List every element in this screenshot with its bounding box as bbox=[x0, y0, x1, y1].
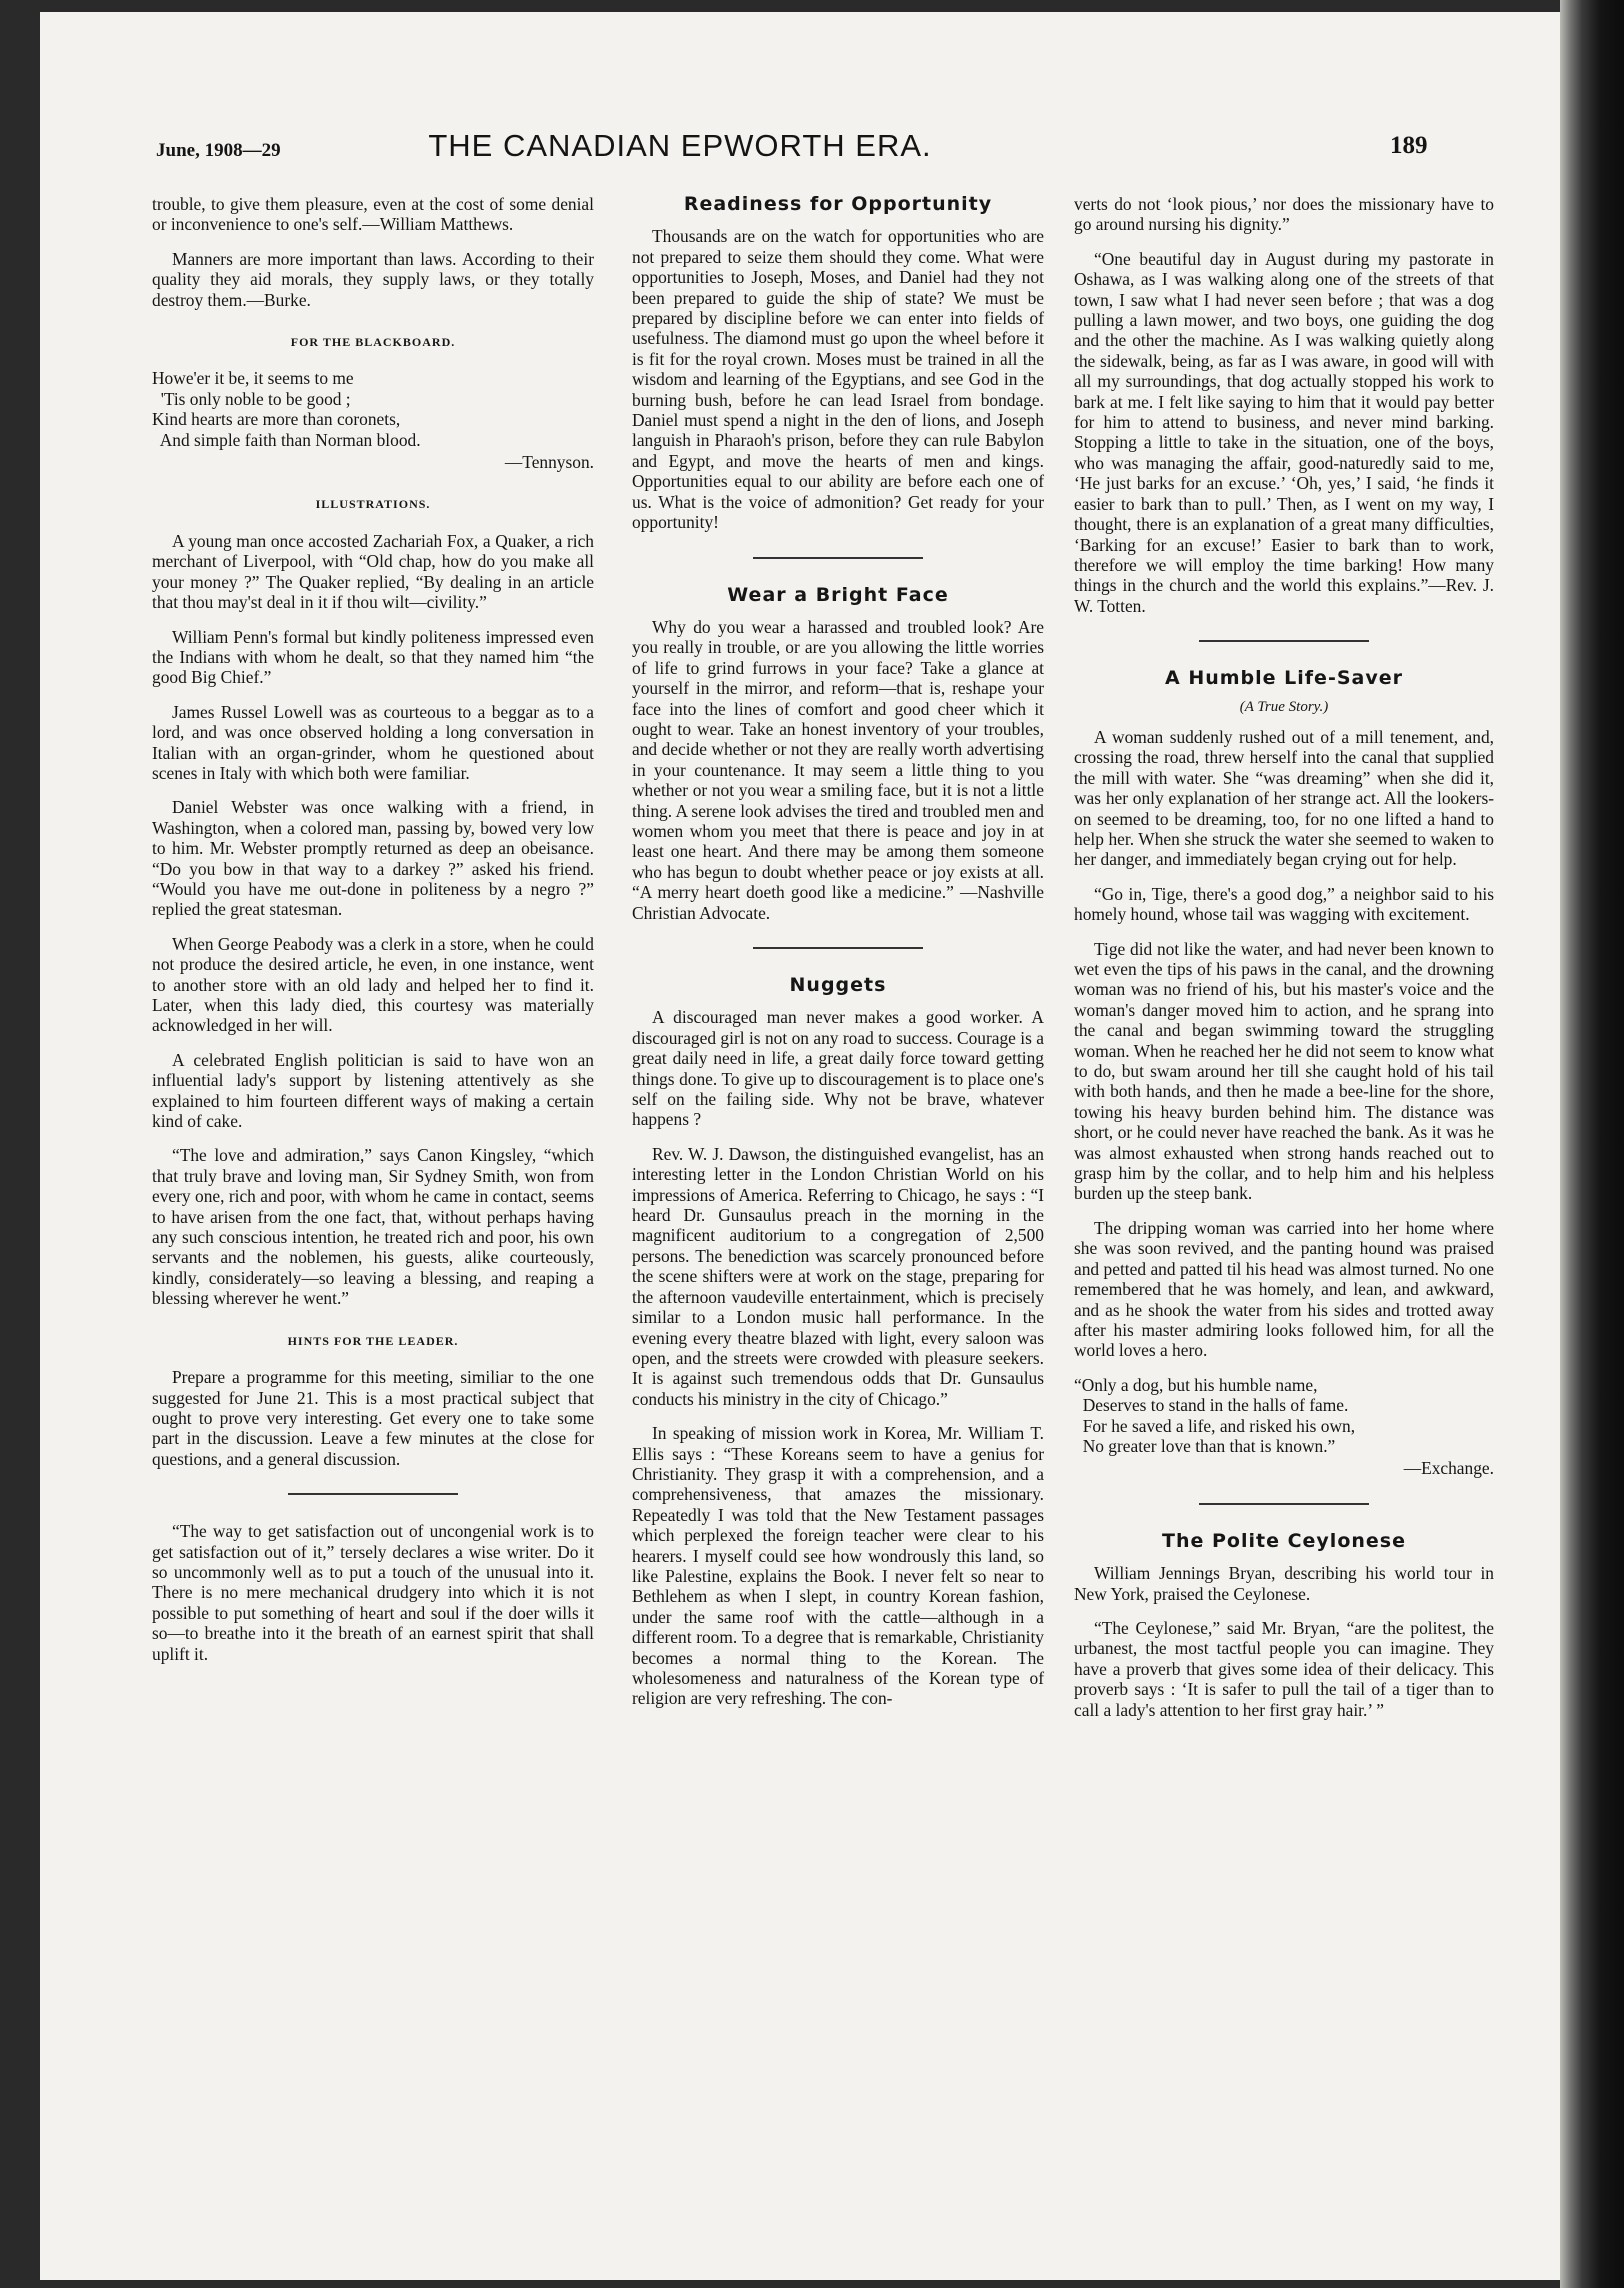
article-subtitle: (A True Story.) bbox=[1239, 698, 1329, 715]
paragraph: trouble, to give them pleasure, even at the cost of some denial or inconvenience to one's self.—William Matthews. bbox=[152, 194, 594, 235]
paragraph: Manners are more important than laws. According to their quality they aid morals, they supply laws, or they totally destroy them.—Burke. bbox=[152, 248, 594, 310]
paragraph: “The Ceylonese,” said Mr. Bryan, “are the politest, the urbanest, the most tactful people you can imagine. They have a proverb that gives some idea of their delicacy. This proverb says : ‘It is safer to pull the tail of a tiger than to call a lady's attention to her first gray hair.’ ” bbox=[1074, 1617, 1494, 1720]
poem-line: Kind hearts are more than coronets, bbox=[152, 409, 401, 430]
paragraph: William Jennings Bryan, describing his world tour in New York, praised the Ceylonese. bbox=[1074, 1563, 1494, 1604]
poem-line: And simple faith than Norman blood. bbox=[152, 429, 421, 450]
column-middle bbox=[632, 194, 1044, 1723]
divider-rule bbox=[1199, 1503, 1369, 1505]
paragraph: verts do not ‘look pious,’ nor does the missionary have to go around nursing his dignity.” bbox=[1074, 194, 1494, 235]
poem-line: No greater love than that is known.” bbox=[1074, 1435, 1336, 1456]
section-subheading: ILLUSTRATIONS. bbox=[315, 497, 431, 512]
poem bbox=[152, 368, 594, 472]
divider-rule bbox=[288, 1493, 458, 1495]
poem-line: Howe'er it be, it seems to me bbox=[152, 368, 354, 389]
paragraph: Rev. W. J. Dawson, the distinguished evangelist, has an interesting letter in the London Christian World on his impressions of America. Referring to Chicago, he says : “I heard Dr. Gunsaulus preach in the morning in the magnificent auditorium to a congregation of 2,500 persons. The benediction was scarcely pronounced before the scene shifters were at work on the stage, preparing for the afternoon vaudeville entertainment, which is precisely similar to a London music hall performance. In the evening every theatre blazed with light, every saloon was open, and the streets were crowded with pleasure seekers. It is against such tremendous odds that Dr. Gunsaulus conducts his ministry in the city of Chicago.” bbox=[632, 1143, 1044, 1409]
poem-attribution: —Exchange. bbox=[1403, 1458, 1494, 1479]
section-subheading: FOR THE BLACKBOARD. bbox=[290, 335, 456, 350]
issue-date: June, 1908—29 bbox=[156, 140, 281, 161]
poem bbox=[1074, 1375, 1494, 1479]
paragraph: The dripping woman was carried into her home where she was soon revived, and the panting hound was praised and petted and patted til his head was almost turned. No one remembered that he was homely, and lean, and awkward, and as he shook the water from his sides and trotted away after his master admiring looks followed him, for all the world loves a hero. bbox=[1074, 1217, 1494, 1361]
column-right bbox=[1074, 194, 1494, 1734]
divider-rule bbox=[753, 557, 923, 559]
page-number: 189 bbox=[1390, 132, 1428, 159]
paragraph: Daniel Webster was once walking with a friend, in Washington, when a colored man, passing by, bowed very low to him. Mr. Webster promptly returned as deep an obeisance. “Do you bow in that way to a darkey ?” asked his friend. “Would you have me out-done in politeness by a negro ?” replied the great statesman. bbox=[152, 797, 594, 920]
article-title: A Humble Life-Saver bbox=[1165, 667, 1403, 690]
article-title: The Polite Ceylonese bbox=[1162, 1529, 1406, 1552]
paragraph: A woman suddenly rushed out of a mill tenement, and, crossing the road, threw herself into the canal that supplied the mill with water. She “was dreaming” when she did it, was her only explanation of her strange act. All the lookers-on seemed to be dreaming, too, for no one lifted a hand to help her. When she struck the water she seemed to waken to her danger, and immediately began crying out for help. bbox=[1074, 726, 1494, 870]
page bbox=[40, 12, 1560, 2280]
paragraph: Why do you wear a harassed and troubled look? Are you really in trouble, or are you allowing the little worries of life to grind furrows in your face? Take a glance at yourself in the mirror, and reform—that is, reshape your face into the lines of comfort and good cheer which it ought to wear. Take an honest inventory of your troubles, and decide whether or not they are really worth advertising in your countenance. It may seem a little thing to you whether or not you wear a smiling face, but it is not a little thing. A serene look advises the tired and troubled men and women whom you meet that there is peace and joy in at least one heart. And there may be among them someone who has begun to doubt whether peace or joy exists at all. “A merry heart doeth good like a medicine.” —Nashville Christian Advocate. bbox=[632, 616, 1044, 923]
paragraph: A celebrated English politician is said to have won an influential lady's support by listening attentively as she explained to him fourteen different ways of making a certain kind of cake. bbox=[152, 1049, 594, 1132]
paragraph: Tige did not like the water, and had never been known to wet even the tips of his paws in the canal, and the drowning woman was no friend of his, but his master's voice and the woman's danger moved him to action, and he sprang into the canal and began swimming toward the struggling woman. When he reached her he did not seem to know what to do, but swam around her till she caught hold of his tail with both hands, and then he made a bee-line for the shore, towing his heavy burden behind him. The distance was short, or he could never have reached the bank. As it was he was almost exhausted when strong hands reached out to grasp him by the collar, and to help him and his helpless burden up the steep bank. bbox=[1074, 938, 1494, 1204]
paragraph: A discouraged man never makes a good worker. A discouraged girl is not on any road to success. Courage is a great daily need in life, a great daily force toward getting things done. To give up to discouragement is to place one's self on the failing side. Why not be brave, whatever happens ? bbox=[632, 1007, 1044, 1130]
poem-attribution: —Tennyson. bbox=[504, 452, 594, 473]
divider-rule bbox=[753, 947, 923, 949]
paragraph: Prepare a programme for this meeting, similiar to the one suggested for June 21. This is a most practical subject that ought to prove very interesting. Get every one to take some part in the discussion. Leave a few minutes at the close for questions, and a general discussion. bbox=[152, 1367, 594, 1469]
poem-line: 'Tis only noble to be good ; bbox=[152, 388, 351, 409]
paragraph: A young man once accosted Zachariah Fox, a Quaker, a rich merchant of Liverpool, with “Old chap, how do you make all your money ?” The Quaker replied, “By dealing in an article that thou may'st deal in it if thou wilt—civility.” bbox=[152, 530, 594, 613]
divider-rule bbox=[1199, 640, 1369, 642]
paragraph: “The way to get satisfaction out of uncongenial work is to get satisfaction out of it,” tersely declares a wise writer. Do it so uncommonly well as to put a touch of the unusual into it. There is no mere mechanical drudgery into which it is not possible to put something of heart and soul if the doer wills it so—to breathe into it the breath of an earnest spirit that shall uplift it. bbox=[152, 1521, 594, 1664]
poem-line: Deserves to stand in the halls of fame. bbox=[1074, 1395, 1349, 1416]
paragraph: “The love and admiration,” says Canon Kingsley, “which that truly brave and loving man, Sir Sydney Smith, won from every one, rich and poor, with whom he came in contact, seems to have arisen from the one fact, that, without perhaps having any such conscious intention, he treated rich and poor, his own servants and the noblemen, his guests, alike courteously, kindly, considerately—so leaving a blessing, and reaping a blessing wherever he went.” bbox=[152, 1145, 594, 1309]
paragraph: Thousands are on the watch for opportunities who are not prepared to seize them should they come. What were opportunities to Joseph, Moses, and Daniel had they not been prepared to guide the ship of state? We must be prepared by discipline before we can enter into fields of usefulness. The diamond must go upon the wheel before it is fit for the royal crown. Moses must be trained in all the wisdom and learning of the Egyptians, and see God in the burning bush, before he can lead Israel from bondage. Daniel must spend a night in the den of lions, and Joseph languish in Pharaoh's prison, before they can rule Babylon and Egypt, and move the hearts of men and kings. Opportunities equal to our ability are before each one of us. What is the voice of admonition? Get ready for your opportunity! bbox=[632, 226, 1044, 533]
section-subheading: HINTS FOR THE LEADER. bbox=[287, 1333, 459, 1348]
article-title: Nuggets bbox=[789, 974, 887, 996]
poem-line: For he saved a life, and risked his own, bbox=[1074, 1415, 1356, 1436]
article-title: Wear a Bright Face bbox=[727, 583, 949, 606]
paragraph: In speaking of mission work in Korea, Mr. William T. Ellis says : “These Koreans seem to have a genius for Christianity. They grasp it with a comprehension, and a comprehensiveness, that amazes the missionary. Repeatedly I was told that the New Testament passages which perplexed the foreign teacher were clear to his hearers. I myself could see how wondrously this land, so like Palestine, explains the Book. I never felt so near to Bethlehem as when I slept, in country Korean fashion, under the same roof with the cattle—although in a different room. To a degree that is remarkable, Christianity becomes a normal thing to the Korean. The wholesomeness and naturalness of the Korean type of religion are very refreshing. The con- bbox=[632, 1423, 1044, 1709]
paragraph: “Go in, Tige, there's a good dog,” a neighbor said to his homely hound, whose tail was wagging with excitement. bbox=[1074, 883, 1494, 925]
paragraph: “One beautiful day in August during my pastorate in Oshawa, as I was walking along one of the streets of that town, I saw what I had never seen before ; that was a dog pulling a lawn mower, and two boys, one guiding the dog and the other the machine. As I was walking quietly along the sidewalk, being, as far as I was aware, in good will with all my surroundings, that dog actually stopped his work to bark at me. I felt like saying to him that it would pay better for him to attend to business, and never mind barking. Stopping a little to take in the situation, one of the boys, who was managing the affair, good-naturedly said to me, ‘He just barks for an excuse.’ ‘Oh, yes,’ I said, ‘he finds it easier to bark than to pull.’ Then, as I went on my way, I thought, there is an explanation of a great many difficulties, ‘Barking for an excuse!’ Easier to bark than to work, therefore we will employ the time barking! How many things in the church and the world this explains.”—Rev. J. W. Totten. bbox=[1074, 248, 1494, 616]
paragraph: William Penn's formal but kindly politeness impressed even the Indians with whom he dealt, so that they named him “the good Big Chief.” bbox=[152, 626, 594, 688]
poem-line: “Only a dog, but his humble name, bbox=[1074, 1374, 1318, 1395]
page-header bbox=[40, 128, 1560, 178]
column-left bbox=[152, 194, 594, 1678]
paragraph: James Russel Lowell was as courteous to a beggar as to a lord, and was once observed holding a long conversation in Italian with an organ-grinder, whom he questioned about scenes in Italy with which both were familiar. bbox=[152, 701, 594, 783]
article-title: Readiness for Opportunity bbox=[683, 193, 993, 215]
paragraph: When George Peabody was a clerk in a store, when he could not produce the desired article, he even, in one instance, went to another store with an old lady and helped her to find it. Later, when this lady died, this courtesy was materially acknowledged in her will. bbox=[152, 933, 594, 1036]
book-spine bbox=[1560, 0, 1624, 2288]
publication-title: THE CANADIAN EPWORTH ERA. bbox=[428, 128, 932, 163]
